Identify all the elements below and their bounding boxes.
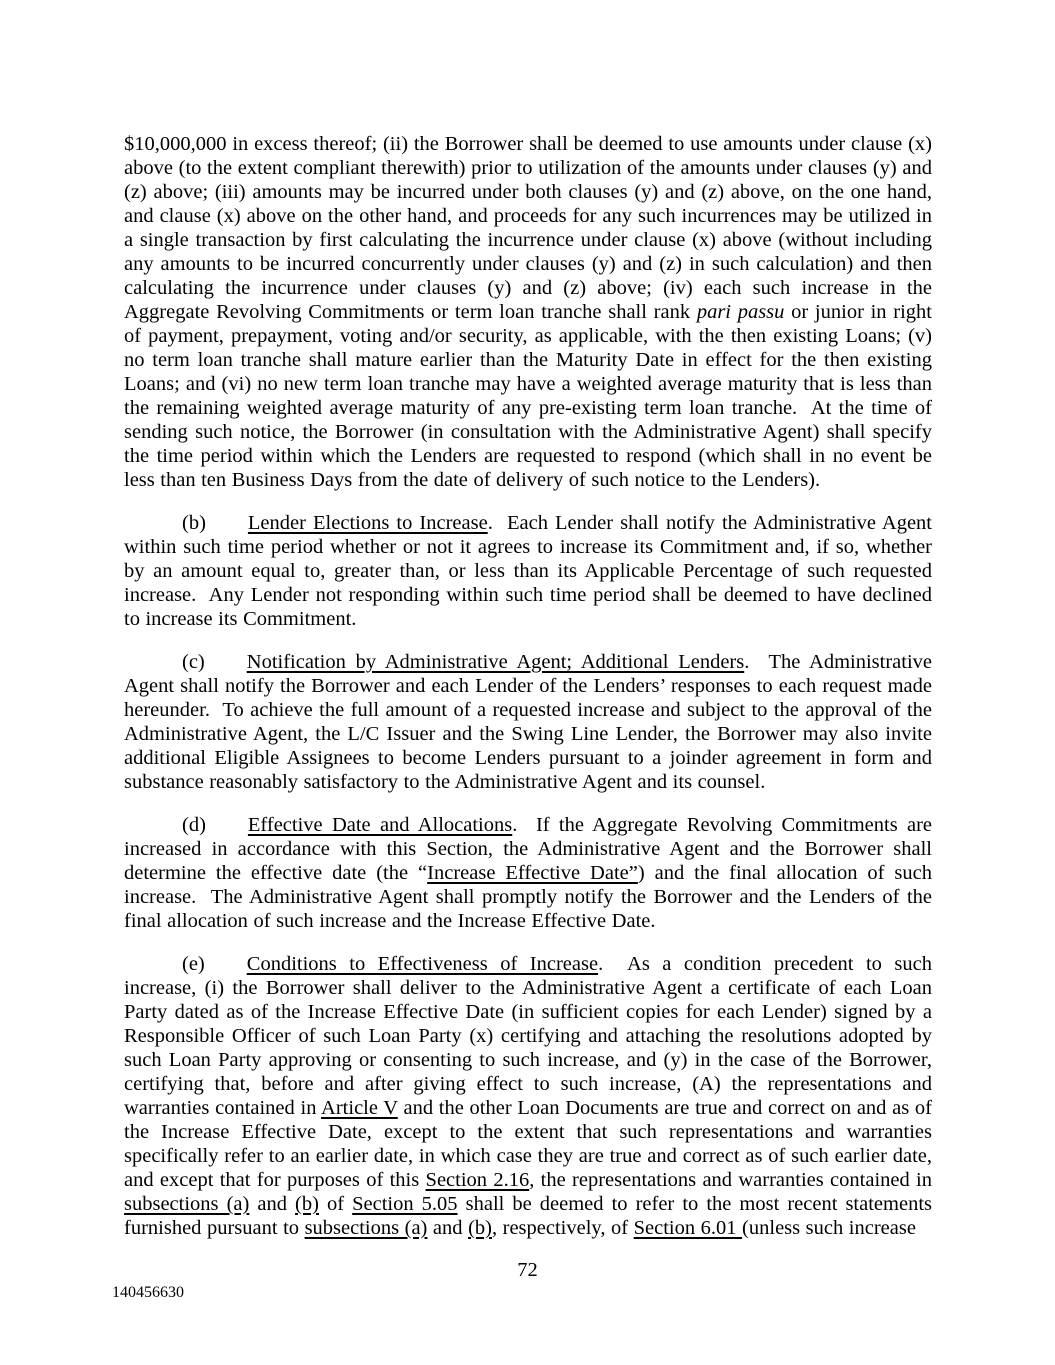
paragraph-c-notification-by-admin-agent — [124, 650, 932, 794]
underlined-text: (b) — [468, 1217, 492, 1239]
text-run: , respectively, of — [491, 1217, 634, 1239]
underlined-text: Lender Elections to Increase — [247, 512, 488, 534]
text-run: (b) — [182, 512, 206, 534]
paragraph-b-lender-elections — [124, 511, 932, 631]
text-run: . If the Aggregate Revolving Commitments are increased in accordance with this Section, the Administrative Agent and the Borrower shall determine the effective date (the “ — [124, 814, 933, 884]
text-run: and — [249, 1193, 296, 1215]
document-id-footer: 140456630 — [112, 1284, 184, 1301]
paragraph-continuation — [124, 132, 932, 492]
body-text — [124, 132, 932, 1240]
text-run: ) and the final allocation of such increase. The Administrative Agent shall promptly notify the Borrower and the Lenders of the final allocation of such increase and the Increase Effective Date. — [124, 862, 932, 932]
underlined-text: (b) — [295, 1193, 319, 1215]
text-run: . Each Lender shall notify the Administrative Agent within such time period whether or not it agrees to increase its Commitment and, if so, whether by an amount equal to, greater than, or less than its Applicable Percentage of such requested increase. Any Lender not responding within such time period shall be deemed to have declined to increase its Commitment. — [124, 512, 933, 630]
underlined-text: Effective Date and Allocations — [247, 814, 513, 836]
text-run: and the other Loan Documents are true and correct on and as of the Increase Effective Date, except to the extent that such representations and warranties specifically refer to an earlier date, in which case they are true and correct as of such earlier date, and except that for purposes of this — [124, 1097, 933, 1191]
underlined-text: Section 6.01 — [633, 1217, 743, 1239]
text-run: or junior in right of payment, prepayment, voting and/or security, as applicable, with the then existing Loans; (v) no term loan tranche shall mature earlier than the Maturity Date in effect for the then existing Loans; and (vi) no new term loan tranche may have a weighted average maturity that is less than the remaining weighted average maturity of any pre-existing term loan tranche. At the time of sending such notice, the Borrower (in consultation with the Administrative Agent) shall specify the time period within which the Lenders are requested to respond (which shall in no event be less than ten Business Days from the date of delivery of such notice to the Lenders). — [124, 301, 932, 491]
text-run: of — [318, 1193, 353, 1215]
text-run: (d) — [182, 814, 206, 836]
paragraph-d-effective-date-allocations — [124, 813, 932, 933]
text-run: shall be deemed to refer to the most recent statements furnished pursuant to — [124, 1193, 932, 1239]
text-run: (e) — [182, 953, 205, 975]
page-number: 72 — [517, 1259, 538, 1281]
text-run: . The Administrative Agent shall notify the Borrower and each Lender of the Lenders’ responses to each request made hereunder. To achieve the full amount of a requested increase and subject to the approval of the Administrative Agent, the L/C Issuer and the Swing Line Lender, the Borrower may also invite additional Eligible Assignees to become Lenders pursuant to a joinder agreement in form and substance reasonably satisfactory to the Administrative Agent and its counsel. — [124, 651, 932, 793]
underlined-text: Conditions to Effectiveness of Increase — [246, 953, 599, 975]
paragraph-e-conditions-to-effectiveness — [124, 952, 932, 1240]
underlined-text: Notification by Administrative Agent; Additional Lenders — [246, 651, 745, 673]
underlined-text: Section 5.05 — [352, 1193, 458, 1215]
text-run: (unless such increase — [742, 1217, 916, 1239]
underlined-text: Section 2.16 — [425, 1169, 530, 1191]
text-run: . As a condition precedent to such increase, (i) the Borrower shall deliver to the Administrative Agent a certificate of each Loan Party dated as of the Increase Effective Date (in sufficient copies for each Lender) signed by a Responsible Officer of such Loan Party (x) certifying and attaching the resolutions adopted by such Loan Party approving or consenting to such increase, and (y) in the case of the Borrower, certifying that, before and after giving effect to such increase, (A) the representations and warranties contained in — [124, 953, 932, 1119]
underlined-text: Increase Effective Date” — [427, 862, 638, 884]
text-run: (c) — [182, 651, 205, 673]
underlined-text: subsections (a) — [124, 1193, 250, 1215]
underlined-text: subsections (a) — [304, 1217, 428, 1239]
underlined-text: Article V — [321, 1097, 398, 1119]
text-run: $10,000,000 in excess thereof; (ii) the Borrower shall be deemed to use amounts under clause (x) above (to the extent compliant therewith) prior to utilization of the amounts under clauses (y) and (z) above; (iii) amounts may be incurred under both clauses (y) and (z) above, on the one hand, and clause (x) above on the other hand, and proceeds for any such incurrences may be utilized in a single transaction by first calculating the incurrence under clause (x) above (without including any amounts to be incurred concurrently under clauses (y) and (z) in such calculation) and then calculating the incurrence under clauses (y) and (z) above; (iv) each such increase in the Aggregate Revolving Commitments or term loan tranche shall rank — [124, 133, 932, 323]
text-run: and — [427, 1217, 469, 1239]
text-run: , the representations and warranties contained in — [529, 1169, 933, 1191]
italic-text: pari passu — [696, 301, 785, 323]
